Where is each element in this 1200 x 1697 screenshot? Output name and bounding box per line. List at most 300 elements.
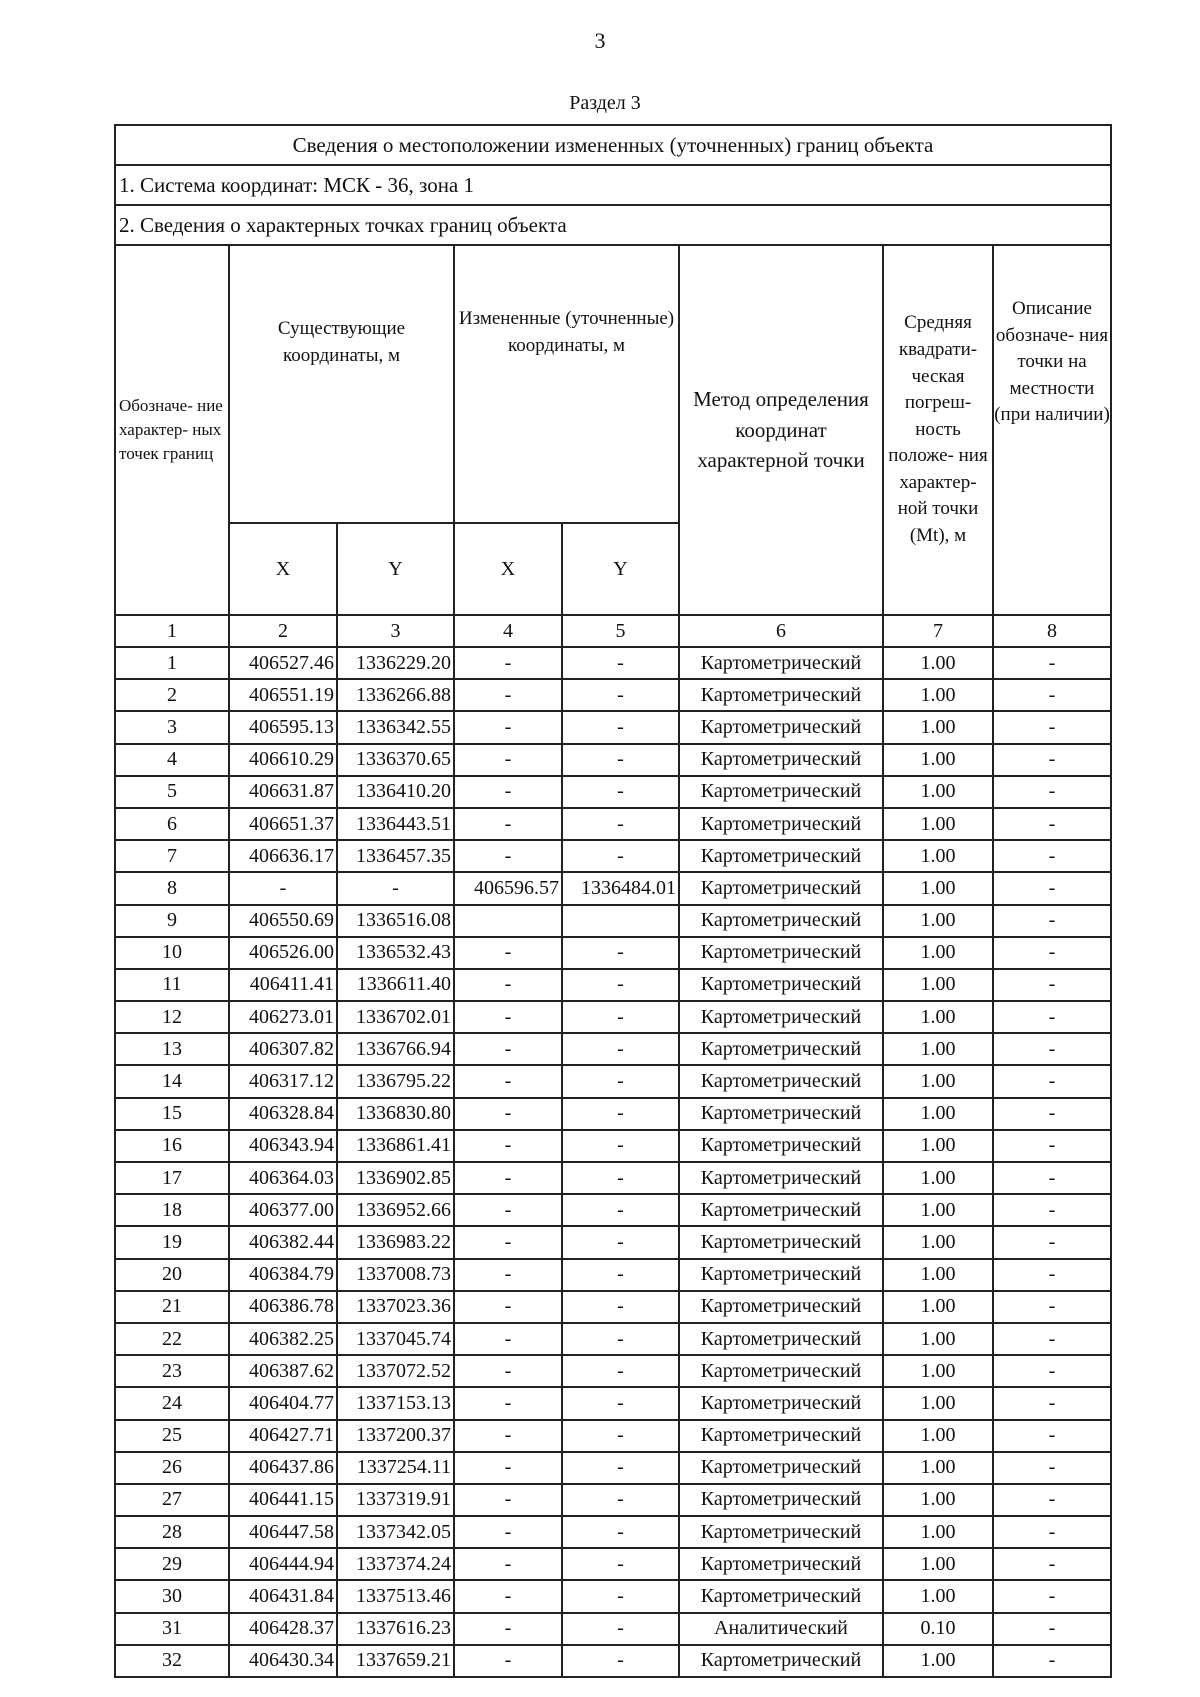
existing-y: 1336795.22 xyxy=(337,1065,454,1097)
error-mt: 1.00 xyxy=(883,744,993,776)
existing-y: 1336861.41 xyxy=(337,1130,454,1162)
changed-x: - xyxy=(454,1613,562,1645)
point-number: 32 xyxy=(115,1645,229,1677)
method: Картометрический xyxy=(679,1323,883,1355)
changed-y: - xyxy=(562,1613,679,1645)
changed-y: - xyxy=(562,1452,679,1484)
method: Картометрический xyxy=(679,1452,883,1484)
changed-x: - xyxy=(454,937,562,969)
changed-x: - xyxy=(454,647,562,679)
changed-x: - xyxy=(454,1065,562,1097)
error-mt: 1.00 xyxy=(883,679,993,711)
point-number: 21 xyxy=(115,1291,229,1323)
method: Картометрический xyxy=(679,679,883,711)
table-row xyxy=(115,711,1111,743)
method: Картометрический xyxy=(679,776,883,808)
description: - xyxy=(993,1613,1111,1645)
existing-y: 1337319.91 xyxy=(337,1484,454,1516)
error-mt: 1.00 xyxy=(883,1162,993,1194)
existing-y: 1336983.22 xyxy=(337,1226,454,1258)
error-mt: 1.00 xyxy=(883,1065,993,1097)
changed-x xyxy=(454,905,562,937)
error-mt: 1.00 xyxy=(883,1548,993,1580)
table-row xyxy=(115,744,1111,776)
description: - xyxy=(993,1645,1111,1677)
error-mt: 1.00 xyxy=(883,1033,993,1065)
description: - xyxy=(993,1484,1111,1516)
existing-x: 406430.34 xyxy=(229,1645,337,1677)
point-number: 13 xyxy=(115,1033,229,1065)
method: Картометрический xyxy=(679,744,883,776)
changed-x: - xyxy=(454,1098,562,1130)
description: - xyxy=(993,1323,1111,1355)
description: - xyxy=(993,1226,1111,1258)
table-row xyxy=(115,1548,1111,1580)
method: Картометрический xyxy=(679,1484,883,1516)
existing-y: 1337045.74 xyxy=(337,1323,454,1355)
existing-x: 406550.69 xyxy=(229,905,337,937)
point-number: 5 xyxy=(115,776,229,808)
changed-y: - xyxy=(562,1194,679,1226)
method: Картометрический xyxy=(679,1291,883,1323)
point-number: 31 xyxy=(115,1613,229,1645)
error-mt: 1.00 xyxy=(883,776,993,808)
method: Картометрический xyxy=(679,1516,883,1548)
existing-x: 406427.71 xyxy=(229,1420,337,1452)
table-row xyxy=(115,840,1111,872)
existing-x: 406441.15 xyxy=(229,1484,337,1516)
header-existing-y: Y xyxy=(337,523,454,615)
changed-x: - xyxy=(454,808,562,840)
existing-y: 1336702.01 xyxy=(337,1001,454,1033)
existing-y: 1336830.80 xyxy=(337,1098,454,1130)
point-number: 27 xyxy=(115,1484,229,1516)
changed-y: - xyxy=(562,1065,679,1097)
description: - xyxy=(993,1130,1111,1162)
method: Аналитический xyxy=(679,1613,883,1645)
table-row xyxy=(115,1613,1111,1645)
description: - xyxy=(993,647,1111,679)
changed-x: - xyxy=(454,679,562,711)
method: Картометрический xyxy=(679,969,883,1001)
method: Картометрический xyxy=(679,1420,883,1452)
changed-x: - xyxy=(454,1484,562,1516)
method: Картометрический xyxy=(679,1226,883,1258)
existing-y: - xyxy=(337,872,454,904)
method: Картометрический xyxy=(679,711,883,743)
changed-y: - xyxy=(562,937,679,969)
point-number: 14 xyxy=(115,1065,229,1097)
existing-x: 406364.03 xyxy=(229,1162,337,1194)
existing-y: 1336532.43 xyxy=(337,937,454,969)
changed-x: - xyxy=(454,1548,562,1580)
existing-x: 406387.62 xyxy=(229,1355,337,1387)
point-number: 29 xyxy=(115,1548,229,1580)
changed-x: - xyxy=(454,1452,562,1484)
changed-y: - xyxy=(562,1355,679,1387)
existing-y: 1337153.13 xyxy=(337,1387,454,1419)
existing-x: 406317.12 xyxy=(229,1065,337,1097)
table-row xyxy=(115,808,1111,840)
existing-x: 406595.13 xyxy=(229,711,337,743)
error-mt: 1.00 xyxy=(883,1194,993,1226)
changed-x: 406596.57 xyxy=(454,872,562,904)
error-mt: 1.00 xyxy=(883,1516,993,1548)
existing-y: 1337008.73 xyxy=(337,1259,454,1291)
existing-y: 1337200.37 xyxy=(337,1420,454,1452)
column-number: 7 xyxy=(883,615,993,647)
table-row xyxy=(115,1194,1111,1226)
error-mt: 1.00 xyxy=(883,1001,993,1033)
table-row xyxy=(115,937,1111,969)
description: - xyxy=(993,1420,1111,1452)
existing-x: - xyxy=(229,872,337,904)
existing-x: 406636.17 xyxy=(229,840,337,872)
changed-y: - xyxy=(562,1162,679,1194)
error-mt: 1.00 xyxy=(883,1259,993,1291)
changed-y: - xyxy=(562,1645,679,1677)
changed-y: - xyxy=(562,840,679,872)
changed-x: - xyxy=(454,1033,562,1065)
existing-y: 1336766.94 xyxy=(337,1033,454,1065)
error-mt: 1.00 xyxy=(883,1387,993,1419)
header-method: Метод определения координат характерной точки xyxy=(679,245,883,615)
description: - xyxy=(993,1548,1111,1580)
existing-x: 406273.01 xyxy=(229,1001,337,1033)
changed-y: - xyxy=(562,1098,679,1130)
method: Картометрический xyxy=(679,1098,883,1130)
point-number: 2 xyxy=(115,679,229,711)
description: - xyxy=(993,1001,1111,1033)
header-changed-coords: Измененные (уточненные) координаты, м xyxy=(454,245,679,523)
point-number: 10 xyxy=(115,937,229,969)
description: - xyxy=(993,1259,1111,1291)
method: Картометрический xyxy=(679,1162,883,1194)
point-number: 26 xyxy=(115,1452,229,1484)
changed-x: - xyxy=(454,1162,562,1194)
existing-x: 406384.79 xyxy=(229,1259,337,1291)
table-row xyxy=(115,1355,1111,1387)
changed-y: - xyxy=(562,744,679,776)
method: Картометрический xyxy=(679,1645,883,1677)
point-number: 30 xyxy=(115,1580,229,1612)
error-mt: 0.10 xyxy=(883,1613,993,1645)
changed-y: - xyxy=(562,1420,679,1452)
existing-y: 1337513.46 xyxy=(337,1580,454,1612)
changed-y: - xyxy=(562,711,679,743)
method: Картометрический xyxy=(679,1130,883,1162)
error-mt: 1.00 xyxy=(883,1291,993,1323)
table-row xyxy=(115,1226,1111,1258)
table-row xyxy=(115,872,1111,904)
column-number: 3 xyxy=(337,615,454,647)
method: Картометрический xyxy=(679,1548,883,1580)
existing-y: 1337616.23 xyxy=(337,1613,454,1645)
changed-y: - xyxy=(562,1580,679,1612)
changed-y: - xyxy=(562,808,679,840)
existing-x: 406444.94 xyxy=(229,1548,337,1580)
method: Картометрический xyxy=(679,1065,883,1097)
table-row xyxy=(115,1162,1111,1194)
table-row xyxy=(115,905,1111,937)
method: Картометрический xyxy=(679,808,883,840)
existing-x: 406651.37 xyxy=(229,808,337,840)
point-number: 12 xyxy=(115,1001,229,1033)
column-number: 1 xyxy=(115,615,229,647)
existing-x: 406551.19 xyxy=(229,679,337,711)
points-title-line: 2. Сведения о характерных точках границ объекта xyxy=(115,205,1111,245)
table-row xyxy=(115,1323,1111,1355)
error-mt: 1.00 xyxy=(883,840,993,872)
header-description: Описание обозначе- ния точки на местности (при наличии) xyxy=(993,245,1111,615)
table-row xyxy=(115,776,1111,808)
error-mt: 1.00 xyxy=(883,1645,993,1677)
existing-x: 406447.58 xyxy=(229,1516,337,1548)
section-title: Раздел 3 xyxy=(569,92,641,114)
description: - xyxy=(993,1162,1111,1194)
description: - xyxy=(993,969,1111,1001)
existing-y: 1336902.85 xyxy=(337,1162,454,1194)
table-row xyxy=(115,1033,1111,1065)
description: - xyxy=(993,840,1111,872)
point-number: 15 xyxy=(115,1098,229,1130)
table-row xyxy=(115,1516,1111,1548)
boundary-points-table xyxy=(114,124,1112,1678)
changed-y: - xyxy=(562,1484,679,1516)
existing-y: 1336611.40 xyxy=(337,969,454,1001)
point-number: 17 xyxy=(115,1162,229,1194)
header-existing-coords: Существующие координаты, м xyxy=(229,245,454,523)
table-row xyxy=(115,1580,1111,1612)
changed-x: - xyxy=(454,1355,562,1387)
existing-x: 406382.25 xyxy=(229,1323,337,1355)
point-number: 1 xyxy=(115,647,229,679)
method: Картометрический xyxy=(679,1001,883,1033)
error-mt: 1.00 xyxy=(883,905,993,937)
method: Картометрический xyxy=(679,937,883,969)
point-number: 22 xyxy=(115,1323,229,1355)
changed-x: - xyxy=(454,1194,562,1226)
changed-x: - xyxy=(454,1130,562,1162)
changed-x: - xyxy=(454,840,562,872)
changed-y: - xyxy=(562,1130,679,1162)
existing-y: 1337659.21 xyxy=(337,1645,454,1677)
table-row xyxy=(115,1484,1111,1516)
error-mt: 1.00 xyxy=(883,937,993,969)
existing-y: 1337342.05 xyxy=(337,1516,454,1548)
point-number: 19 xyxy=(115,1226,229,1258)
header-mean-square-error: Средняя квадрати- ческая погреш- ность положе- ния характер- ной точки (Mt), м xyxy=(883,245,993,615)
description: - xyxy=(993,1033,1111,1065)
existing-x: 406437.86 xyxy=(229,1452,337,1484)
header-changed-y: Y xyxy=(562,523,679,615)
existing-x: 406404.77 xyxy=(229,1387,337,1419)
existing-y: 1337072.52 xyxy=(337,1355,454,1387)
description: - xyxy=(993,1098,1111,1130)
point-number: 8 xyxy=(115,872,229,904)
changed-x: - xyxy=(454,776,562,808)
column-number: 2 xyxy=(229,615,337,647)
table-row xyxy=(115,1098,1111,1130)
existing-x: 406343.94 xyxy=(229,1130,337,1162)
existing-x: 406382.44 xyxy=(229,1226,337,1258)
table-row xyxy=(115,1259,1111,1291)
description: - xyxy=(993,711,1111,743)
description: - xyxy=(993,1065,1111,1097)
error-mt: 1.00 xyxy=(883,1130,993,1162)
table-row xyxy=(115,1065,1111,1097)
existing-y: 1336229.20 xyxy=(337,647,454,679)
error-mt: 1.00 xyxy=(883,647,993,679)
method: Картометрический xyxy=(679,1194,883,1226)
error-mt: 1.00 xyxy=(883,711,993,743)
existing-x: 406428.37 xyxy=(229,1613,337,1645)
description: - xyxy=(993,1580,1111,1612)
table-row xyxy=(115,1387,1111,1419)
header-existing-x: X xyxy=(229,523,337,615)
error-mt: 1.00 xyxy=(883,969,993,1001)
existing-y: 1336342.55 xyxy=(337,711,454,743)
changed-x: - xyxy=(454,1516,562,1548)
description: - xyxy=(993,937,1111,969)
description: - xyxy=(993,1516,1111,1548)
changed-y: - xyxy=(562,647,679,679)
error-mt: 1.00 xyxy=(883,1484,993,1516)
table-row xyxy=(115,969,1111,1001)
changed-x: - xyxy=(454,1420,562,1452)
changed-x: - xyxy=(454,969,562,1001)
table-row xyxy=(115,679,1111,711)
changed-y: - xyxy=(562,1226,679,1258)
changed-x: - xyxy=(454,1259,562,1291)
changed-y: 1336484.01 xyxy=(562,872,679,904)
table-row xyxy=(115,1420,1111,1452)
description: - xyxy=(993,1194,1111,1226)
existing-x: 406386.78 xyxy=(229,1291,337,1323)
description: - xyxy=(993,1387,1111,1419)
changed-y xyxy=(562,905,679,937)
changed-y: - xyxy=(562,969,679,1001)
changed-y: - xyxy=(562,1387,679,1419)
description: - xyxy=(993,744,1111,776)
point-number: 23 xyxy=(115,1355,229,1387)
existing-x: 406377.00 xyxy=(229,1194,337,1226)
changed-y: - xyxy=(562,1516,679,1548)
point-number: 6 xyxy=(115,808,229,840)
point-number: 28 xyxy=(115,1516,229,1548)
existing-x: 406610.29 xyxy=(229,744,337,776)
table-row xyxy=(115,1452,1111,1484)
changed-x: - xyxy=(454,1387,562,1419)
header-changed-x: X xyxy=(454,523,562,615)
error-mt: 1.00 xyxy=(883,1420,993,1452)
existing-x: 406328.84 xyxy=(229,1098,337,1130)
point-number: 9 xyxy=(115,905,229,937)
changed-y: - xyxy=(562,1323,679,1355)
changed-x: - xyxy=(454,1580,562,1612)
point-number: 16 xyxy=(115,1130,229,1162)
existing-y: 1336516.08 xyxy=(337,905,454,937)
existing-y: 1336952.66 xyxy=(337,1194,454,1226)
existing-x: 406527.46 xyxy=(229,647,337,679)
method: Картометрический xyxy=(679,1580,883,1612)
column-number: 5 xyxy=(562,615,679,647)
error-mt: 1.00 xyxy=(883,1355,993,1387)
changed-y: - xyxy=(562,1033,679,1065)
point-number: 20 xyxy=(115,1259,229,1291)
method: Картометрический xyxy=(679,1387,883,1419)
description: - xyxy=(993,872,1111,904)
existing-x: 406631.87 xyxy=(229,776,337,808)
header-point-designation: Обозначе- ние характер- ных точек границ xyxy=(115,245,229,615)
table-row xyxy=(115,1645,1111,1677)
changed-x: - xyxy=(454,1323,562,1355)
table-row xyxy=(115,647,1111,679)
existing-y: 1336410.20 xyxy=(337,776,454,808)
column-number: 4 xyxy=(454,615,562,647)
method: Картометрический xyxy=(679,1259,883,1291)
error-mt: 1.00 xyxy=(883,1226,993,1258)
error-mt: 1.00 xyxy=(883,1098,993,1130)
point-number: 25 xyxy=(115,1420,229,1452)
description: - xyxy=(993,776,1111,808)
existing-y: 1336370.65 xyxy=(337,744,454,776)
coord-system-line: 1. Система координат: МСК - 36, зона 1 xyxy=(115,165,1111,205)
point-number: 18 xyxy=(115,1194,229,1226)
point-number: 7 xyxy=(115,840,229,872)
column-number: 8 xyxy=(993,615,1111,647)
point-number: 3 xyxy=(115,711,229,743)
point-number: 24 xyxy=(115,1387,229,1419)
description: - xyxy=(993,905,1111,937)
method: Картометрический xyxy=(679,1033,883,1065)
method: Картометрический xyxy=(679,647,883,679)
existing-x: 406307.82 xyxy=(229,1033,337,1065)
page-number: 3 xyxy=(594,28,606,53)
column-number: 6 xyxy=(679,615,883,647)
error-mt: 1.00 xyxy=(883,1580,993,1612)
table-row xyxy=(115,1001,1111,1033)
description: - xyxy=(993,1355,1111,1387)
method: Картометрический xyxy=(679,1355,883,1387)
table-row xyxy=(115,1291,1111,1323)
existing-y: 1336443.51 xyxy=(337,808,454,840)
description: - xyxy=(993,1452,1111,1484)
changed-y: - xyxy=(562,776,679,808)
existing-y: 1336266.88 xyxy=(337,679,454,711)
table-title: Сведения о местоположении измененных (уточненных) границ объекта xyxy=(115,125,1111,165)
changed-y: - xyxy=(562,1291,679,1323)
changed-y: - xyxy=(562,679,679,711)
description: - xyxy=(993,808,1111,840)
table-row xyxy=(115,1130,1111,1162)
error-mt: 1.00 xyxy=(883,808,993,840)
existing-y: 1336457.35 xyxy=(337,840,454,872)
method: Картометрический xyxy=(679,905,883,937)
existing-x: 406431.84 xyxy=(229,1580,337,1612)
description: - xyxy=(993,679,1111,711)
error-mt: 1.00 xyxy=(883,1452,993,1484)
error-mt: 1.00 xyxy=(883,1323,993,1355)
error-mt: 1.00 xyxy=(883,872,993,904)
point-number: 11 xyxy=(115,969,229,1001)
existing-y: 1337374.24 xyxy=(337,1548,454,1580)
changed-x: - xyxy=(454,1291,562,1323)
changed-y: - xyxy=(562,1548,679,1580)
existing-x: 406411.41 xyxy=(229,969,337,1001)
changed-x: - xyxy=(454,1226,562,1258)
description: - xyxy=(993,1291,1111,1323)
